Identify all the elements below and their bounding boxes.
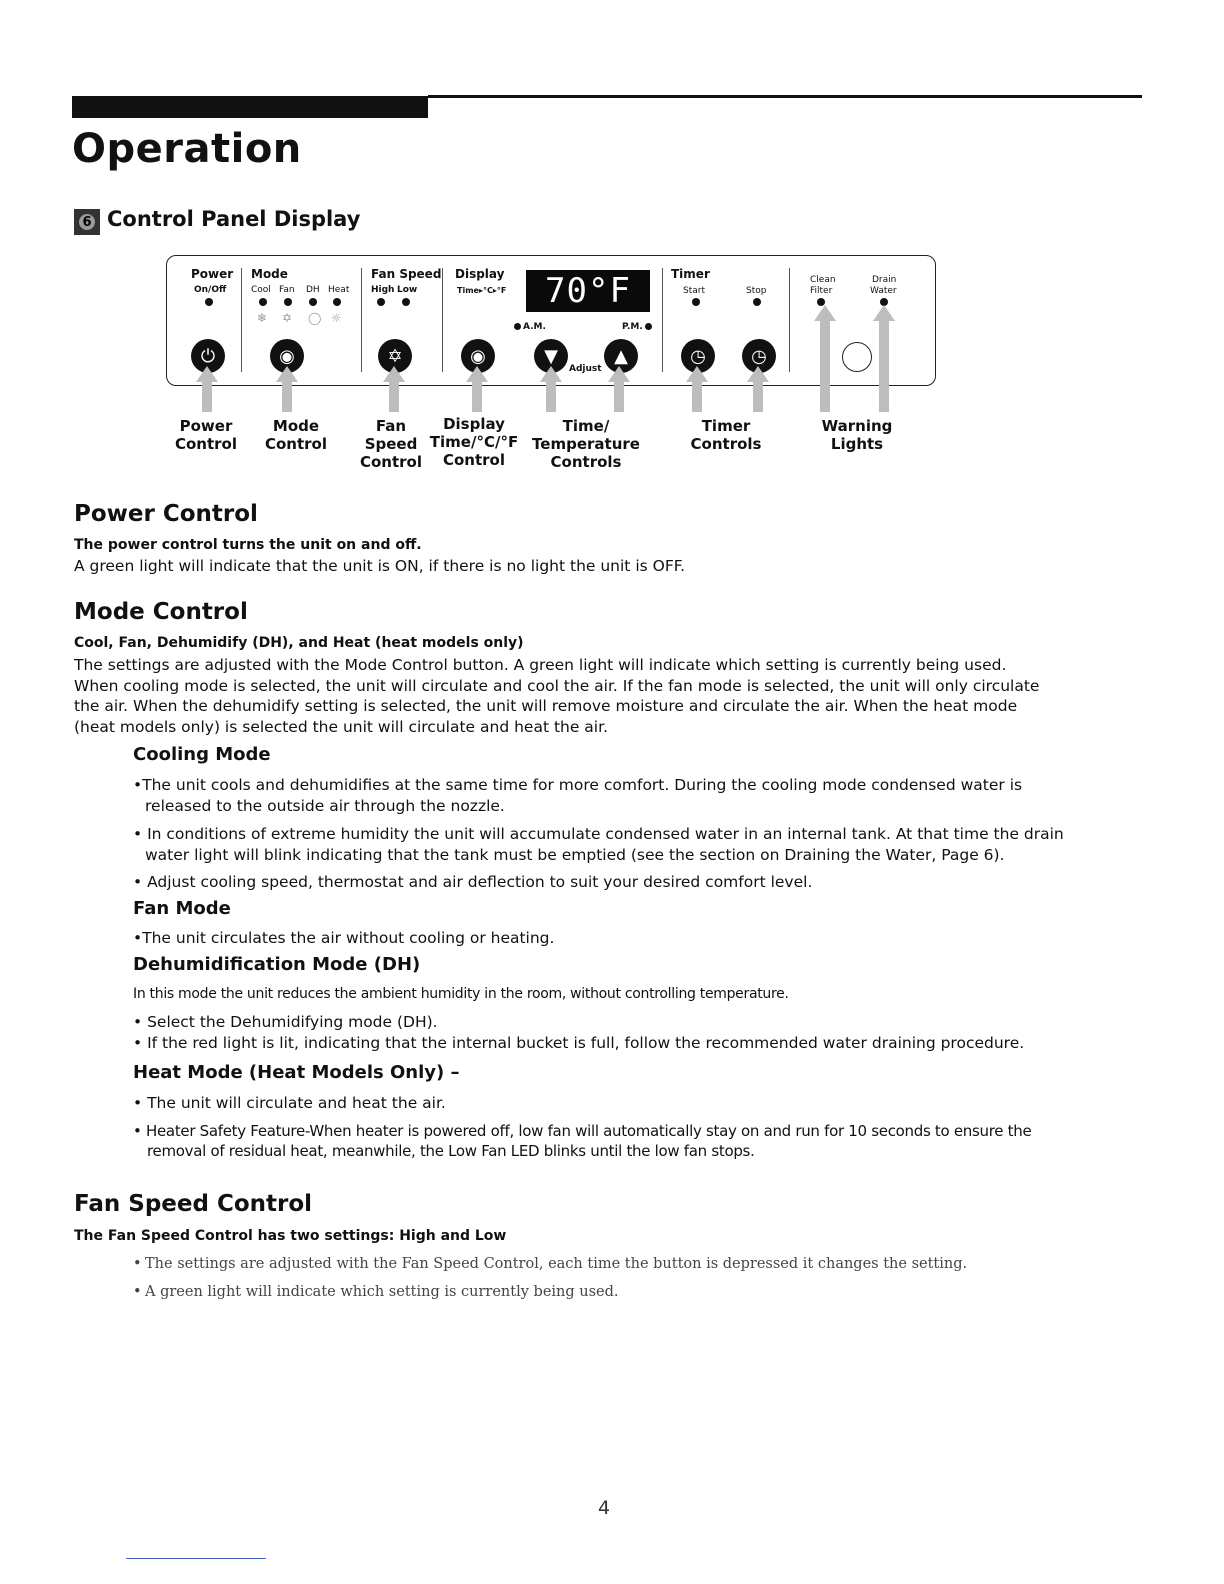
timer-start-label: Start: [683, 286, 705, 296]
panel-divider: [662, 268, 663, 372]
arrow-icon: [546, 382, 556, 412]
power-button[interactable]: ⏻: [191, 339, 225, 373]
bullet-icon: •: [133, 1284, 142, 1300]
mode-led-fan: [284, 298, 292, 306]
mode-label: Mode: [251, 267, 288, 281]
fan-speed-bullet-1: • The settings are adjusted with the Fan Speed Control, each time the button is depressed it changes the setting.: [133, 1256, 968, 1272]
callout-fan-speed-control: Fan Speed Control: [359, 417, 422, 471]
arrow-icon: [472, 382, 482, 412]
section-number-badge: 6: [74, 209, 100, 235]
timer-start-button[interactable]: ◷: [681, 339, 715, 373]
arrow-icon: [614, 382, 624, 412]
callout-timer-controls: Timer Controls: [690, 417, 762, 453]
page-number: 4: [598, 1497, 611, 1519]
bullet-icon: •: [133, 1256, 142, 1272]
heat-mode-heading: Heat Mode (Heat Models Only) –: [133, 1062, 460, 1083]
am-led: [514, 323, 521, 330]
fan-led-low: [402, 298, 410, 306]
am-label: A.M.: [523, 322, 546, 332]
lcd-display: 70°F: [526, 270, 650, 312]
panel-divider: [241, 268, 242, 372]
pm-label: P.M.: [622, 322, 643, 332]
power-control-subheading: The power control turns the unit on and off.: [74, 537, 422, 553]
power-sub-label: On/Off: [194, 285, 227, 295]
fan-speed-control-heading: Fan Speed Control: [74, 1191, 313, 1217]
cooling-mode-heading: Cooling Mode: [133, 744, 271, 765]
mode-option-cool: Cool: [251, 285, 271, 295]
dh-mode-bullet-1: • Select the Dehumidifying mode (DH).: [133, 1013, 438, 1031]
power-control-heading: Power Control: [74, 501, 258, 527]
callout-warning-lights: Warning Lights: [821, 417, 893, 453]
power-indicator-led: [205, 298, 213, 306]
arrow-icon: [753, 382, 763, 412]
callout-power-control: Power Control: [174, 417, 237, 453]
mode-option-dh: DH: [306, 285, 320, 295]
timer-stop-label: Stop: [746, 286, 767, 296]
footer-link-rule: [126, 1558, 266, 1559]
arrow-icon: [692, 382, 702, 412]
page-title: Operation: [72, 126, 302, 172]
adjust-down-button[interactable]: ▼: [534, 339, 568, 373]
fan-speed-label: Fan Speed: [371, 267, 442, 281]
fan-mode-bullet-1: •The unit circulates the air without cooling or heating.: [133, 929, 555, 947]
arrow-icon: [747, 366, 769, 382]
callout-time-temperature-controls: Time/ Temperature Controls: [532, 417, 640, 471]
heat-mode-bullet-2: • Heater Safety Feature-When heater is powered off, low fan will automatically stay on and run for 10 seconds to ensure the removal of residual heat, meanwhile, the Low Fan LED blinks until the low fan stops.: [133, 1122, 1032, 1160]
mode-control-paragraph: The settings are adjusted with the Mode Control button. A green light will indicate which setting is currently being used. When cooling mode is selected, the unit will circulate and cool the air. If the fan mode is selected, the unit will only circulate the air. When the dehumidify setting is selected, the unit will remove moisture and circulate the air. When the heat mode (heat models only) is selected the unit will circulate and heat the air.: [74, 656, 1040, 736]
callout-mode-control: Mode Control: [264, 417, 327, 453]
dh-mode-intro: In this mode the unit reduces the ambient humidity in the room, without controlling temperature.: [133, 986, 789, 1002]
arrow-icon: [276, 366, 298, 382]
panel-divider: [361, 268, 362, 372]
mode-led-heat: [333, 298, 341, 306]
cooling-bullet-1: •The unit cools and dehumidifies at the same time for more comfort. During the cooling mode condensed water is released to the outside air through the nozzle.: [133, 776, 1023, 815]
cooling-bullet-2: • In conditions of extreme humidity the unit will accumulate condensed water in an internal tank. At that time the drain water light will blink indicating that the tank must be emptied (see the section on Draining the Water, Page 6).: [133, 825, 1064, 864]
arrow-icon: [383, 366, 405, 382]
arrow-icon: [202, 382, 212, 412]
mode-led-cool: [259, 298, 267, 306]
panel-divider: [789, 268, 790, 372]
fan-led-high: [377, 298, 385, 306]
timer-start-led: [692, 298, 700, 306]
fan-speed-button[interactable]: ✡: [378, 339, 412, 373]
arrow-icon: [196, 366, 218, 382]
fan-option-low: Low: [397, 285, 418, 295]
fan-mode-heading: Fan Mode: [133, 898, 231, 919]
adjust-up-button[interactable]: ▲: [604, 339, 638, 373]
mode-option-heat: Heat: [328, 285, 350, 295]
clean-label: Clean: [810, 275, 836, 285]
fan-speed-control-subheading: The Fan Speed Control has two settings: High and Low: [74, 1228, 507, 1244]
arrow-icon: [540, 366, 562, 382]
mode-button[interactable]: ◉: [270, 339, 304, 373]
mode-option-fan: Fan: [279, 285, 295, 295]
dh-mode-heading: Dehumidification Mode (DH): [133, 954, 421, 975]
display-button[interactable]: ◉: [461, 339, 495, 373]
mode-led-dh: [309, 298, 317, 306]
arrow-icon: [814, 305, 836, 321]
fan-speed-bullet-2: • A green light will indicate which setting is currently being used.: [133, 1284, 619, 1300]
panel-divider: [442, 268, 443, 372]
arrow-icon: [686, 366, 708, 382]
header-rule: [428, 95, 1142, 98]
timer-stop-led: [753, 298, 761, 306]
header-black-bar: [72, 96, 428, 118]
sun-icon: ☼: [331, 311, 342, 325]
fan-option-high: High: [371, 285, 395, 295]
water-label: Water: [870, 286, 897, 296]
arrow-icon: [873, 305, 895, 321]
pm-led: [645, 323, 652, 330]
cooling-bullet-3: • Adjust cooling speed, thermostat and air deflection to suit your desired comfort level.: [133, 873, 813, 891]
power-label: Power: [191, 267, 234, 281]
adjust-label: Adjust: [569, 364, 602, 374]
droplet-icon: ◯: [308, 311, 322, 325]
arrow-icon: [389, 382, 399, 412]
display-label: Display: [455, 267, 505, 281]
timer-label: Timer: [671, 267, 710, 281]
mode-control-heading: Mode Control: [74, 599, 248, 625]
callout-display-control: Display Time/°C/°F Control: [429, 415, 519, 469]
mode-control-subheading: Cool, Fan, Dehumidify (DH), and Heat (heat models only): [74, 635, 524, 651]
arrow-icon: [608, 366, 630, 382]
dh-mode-bullet-2: • If the red light is lit, indicating that the internal bucket is full, follow the recommended water draining procedure.: [133, 1034, 1025, 1052]
drain-label: Drain: [872, 275, 897, 285]
arrow-icon: [282, 382, 292, 412]
heat-mode-bullet-1: • The unit will circulate and heat the air.: [133, 1094, 446, 1112]
section-title: Control Panel Display: [107, 207, 361, 231]
filter-label: Filter: [810, 286, 833, 296]
display-sub-label: Time▸°C▸°F: [457, 286, 507, 295]
fan-icon: ✡: [282, 311, 293, 325]
timer-stop-button[interactable]: ◷: [742, 339, 776, 373]
arrow-icon: [879, 321, 889, 412]
warning-light-ring: [842, 342, 872, 372]
arrow-icon: [820, 321, 830, 412]
arrow-icon: [466, 366, 488, 382]
power-control-text: A green light will indicate that the unit is ON, if there is no light the unit is OFF.: [74, 557, 686, 575]
snowflake-icon: ❄: [257, 311, 268, 325]
